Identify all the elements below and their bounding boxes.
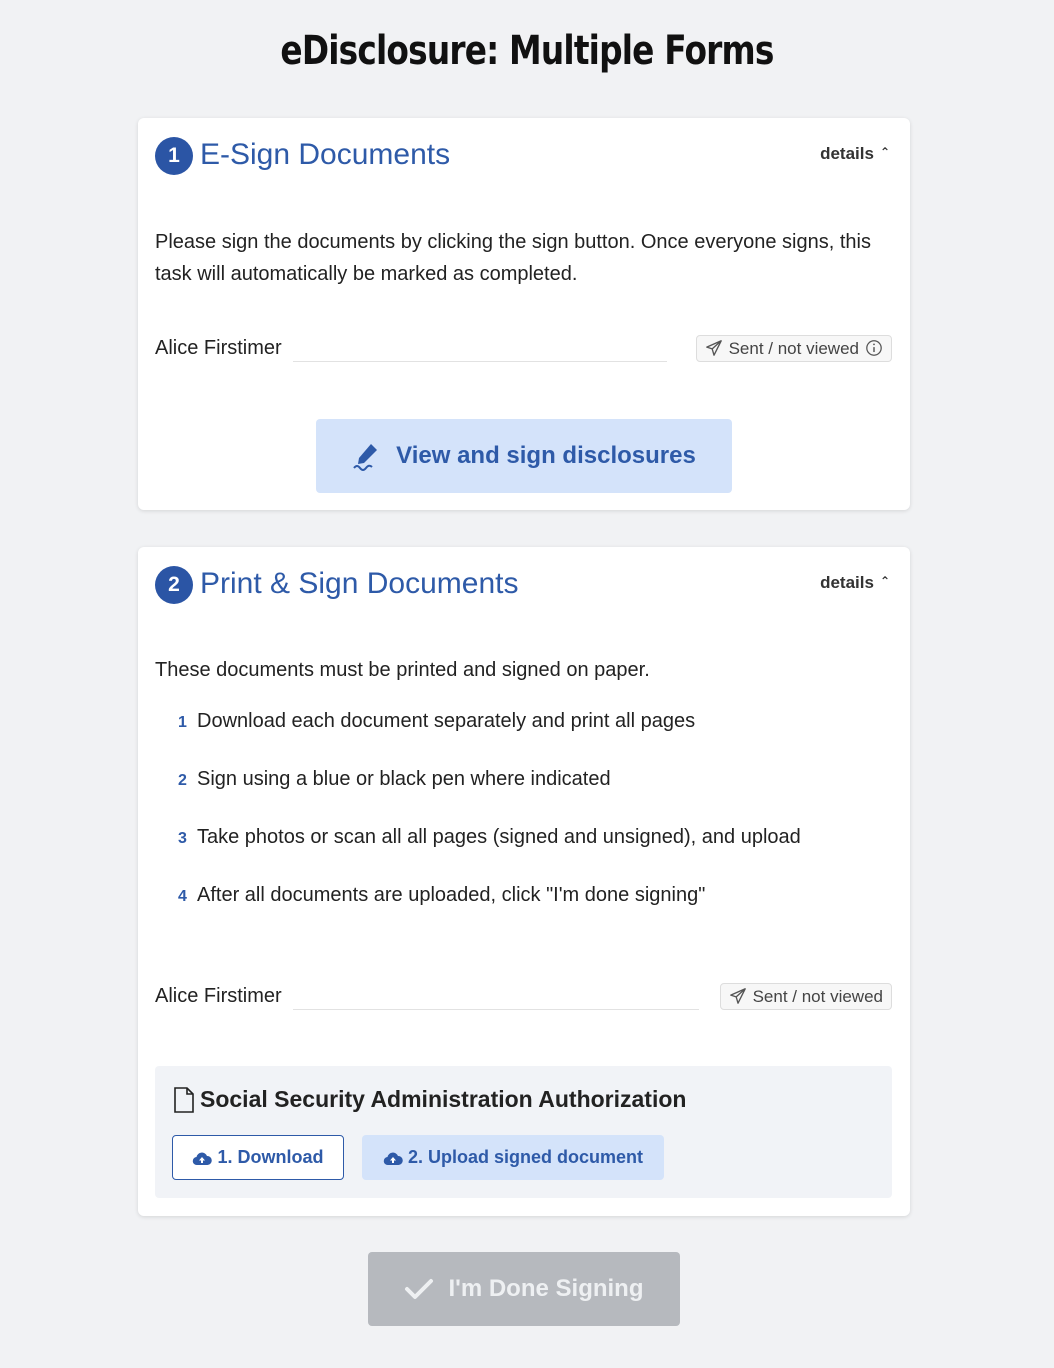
sign-button-label: View and sign disclosures — [396, 442, 696, 469]
list-item: 1 Download each document separately and print all pages — [178, 710, 696, 732]
print-sign-signer-row — [155, 983, 892, 1013]
status-badge — [720, 983, 892, 1010]
document-panel — [155, 1066, 892, 1198]
details-label: details — [820, 573, 874, 592]
paper-plane-icon — [705, 339, 723, 357]
esign-card — [138, 118, 910, 510]
list-item: 2 Sign using a blue or black pen where indicated — [178, 768, 611, 790]
print-sign-description: These documents must be printed and signed on paper. — [155, 659, 650, 681]
download-button[interactable] — [172, 1135, 344, 1180]
upload-label: 2. Upload signed document — [407, 1147, 644, 1167]
document-icon — [173, 1087, 195, 1113]
status-text: Sent / not viewed — [728, 339, 859, 358]
chevron-up-icon: ⌃ — [879, 574, 890, 588]
step-badge: 2 — [155, 566, 193, 604]
cloud-upload-icon — [383, 1150, 403, 1166]
esign-signer-row — [155, 335, 892, 365]
print-sign-card — [138, 547, 910, 1216]
upload-signed-document-button[interactable] — [362, 1135, 664, 1180]
checkmark-icon — [404, 1277, 434, 1301]
im-done-signing-button[interactable] — [368, 1252, 680, 1326]
esign-description: Please sign the documents by clicking the sign button. Once everyone signs, this task will automatically be marked as completed. — [155, 231, 871, 285]
info-icon[interactable] — [865, 339, 883, 357]
pen-signature-icon — [352, 441, 382, 471]
list-item: 4 After all documents are uploaded, click "I'm done signing" — [178, 884, 706, 906]
esign-card-title: E-Sign Documents — [200, 138, 451, 171]
view-sign-disclosures-button[interactable] — [316, 419, 732, 493]
page-title: eDisclosure: Multiple Forms — [280, 28, 774, 74]
signer-divider — [293, 1009, 699, 1010]
status-text: Sent / not viewed — [752, 987, 883, 1006]
esign-details-toggle[interactable] — [820, 144, 890, 164]
signer-divider — [293, 361, 667, 362]
paper-plane-icon — [729, 987, 747, 1005]
print-sign-card-title: Print & Sign Documents — [200, 567, 519, 600]
step-badge: 1 — [155, 137, 193, 175]
details-label: details — [820, 144, 874, 163]
document-title: Social Security Administration Authorization — [200, 1086, 687, 1112]
instruction-steps — [178, 710, 801, 942]
chevron-up-icon: ⌃ — [879, 145, 890, 159]
signer-name: Alice Firstimer — [155, 985, 282, 1007]
print-sign-details-toggle[interactable] — [820, 573, 890, 593]
download-label: 1. Download — [217, 1147, 324, 1167]
done-button-label: I'm Done Signing — [448, 1275, 644, 1302]
signer-name: Alice Firstimer — [155, 337, 282, 359]
cloud-upload-icon — [192, 1150, 212, 1166]
list-item: 3 Take photos or scan all all pages (signed and unsigned), and upload — [178, 826, 801, 848]
status-badge — [696, 335, 892, 362]
